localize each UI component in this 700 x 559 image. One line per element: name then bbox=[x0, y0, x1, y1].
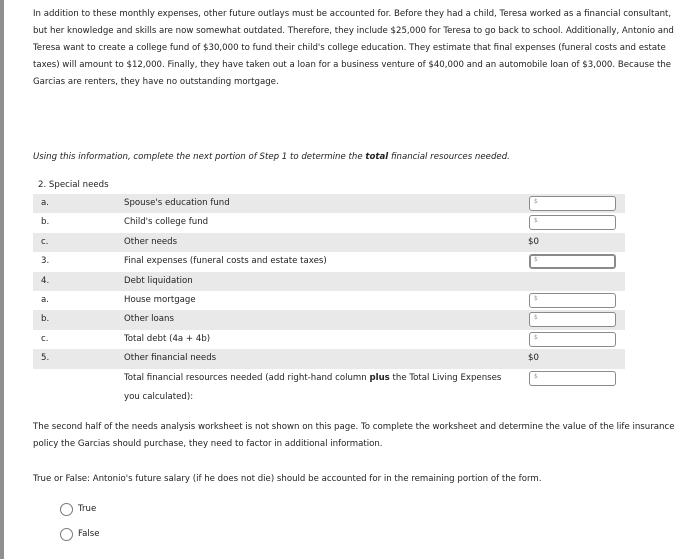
worksheet-row-child-college bbox=[33, 213, 625, 232]
total-label-line2: you calculated): bbox=[124, 391, 194, 402]
row-label: Other needs bbox=[124, 236, 178, 247]
row-label: Other loans bbox=[124, 314, 174, 325]
worksheet-row-total-resources bbox=[33, 369, 625, 409]
total-label-bold: plus bbox=[369, 372, 390, 383]
currency-symbol: $ bbox=[534, 295, 538, 302]
final-expenses-input[interactable] bbox=[529, 254, 616, 269]
worksheet-row-other-needs bbox=[33, 233, 625, 252]
instruction-pre: Using this information, complete the next portion of Step 1 to determine the bbox=[33, 152, 366, 162]
worksheet-row-other-financial-needs bbox=[33, 349, 625, 368]
worksheet-row-total-debt bbox=[33, 330, 625, 349]
paragraph-line: The second half of the needs analysis worksheet is not shown on this page. To complete the worksheet and determine the value of the life insurance bbox=[33, 422, 675, 432]
intro-paragraph bbox=[33, 6, 673, 91]
child-college-input[interactable] bbox=[529, 215, 616, 230]
row-letter: a. bbox=[41, 198, 49, 208]
currency-symbol: $ bbox=[534, 333, 538, 341]
worksheet-row-spouse-education bbox=[33, 194, 625, 213]
row-label: Total debt (4a + 4b) bbox=[124, 333, 211, 344]
radio-false[interactable] bbox=[60, 528, 73, 541]
radio-true[interactable] bbox=[60, 503, 73, 516]
left-edge-bar bbox=[0, 0, 4, 559]
currency-symbol: $ bbox=[534, 198, 538, 205]
row-label: Child's college fund bbox=[124, 217, 209, 228]
worksheet-row-debt-liquidation bbox=[33, 272, 625, 291]
worksheet-row-house-mortgage bbox=[33, 291, 625, 310]
currency-symbol: $ bbox=[534, 372, 538, 380]
row-label: Final expenses (funeral costs and estate taxes) bbox=[124, 256, 327, 267]
row-letter: b. bbox=[41, 314, 50, 325]
total-debt-input[interactable] bbox=[529, 332, 616, 347]
currency-symbol: $ bbox=[534, 314, 538, 322]
currency-symbol: $ bbox=[534, 256, 538, 264]
option-false-label[interactable]: False bbox=[78, 529, 100, 539]
option-true-label[interactable]: True bbox=[78, 504, 97, 514]
intro-line: Garcias are renters, they have no outstanding mortgage. bbox=[33, 77, 279, 87]
row-letter: 4. bbox=[41, 275, 50, 286]
worksheet-row-final-expenses bbox=[33, 252, 625, 271]
instruction-post: financial resources needed. bbox=[388, 152, 510, 162]
row-label: Spouse's education fund bbox=[124, 198, 230, 208]
section-title: 2. Special needs bbox=[38, 180, 109, 190]
row-letter: c. bbox=[41, 333, 49, 344]
true-false-question: True or False: Antonio's future salary (if he does not die) should be accounted for in the remaining portion of the form. bbox=[33, 474, 542, 484]
spouse-education-input[interactable] bbox=[529, 196, 616, 211]
total-row-label bbox=[124, 369, 501, 407]
worksheet-row-other-loans bbox=[33, 310, 625, 329]
other-loans-input[interactable] bbox=[529, 312, 616, 327]
second-paragraph bbox=[33, 419, 673, 453]
total-label-post: the Total Living Expenses bbox=[389, 372, 502, 383]
row-label: House mortgage bbox=[124, 295, 196, 305]
instruction-bold: total bbox=[365, 152, 389, 162]
row-letter: 5. bbox=[41, 353, 50, 364]
row-label: Debt liquidation bbox=[124, 275, 193, 286]
other-financial-needs-value: $0 bbox=[528, 353, 539, 364]
paragraph-line: policy the Garcias should purchase, they need to factor in additional information. bbox=[33, 439, 383, 449]
total-resources-input[interactable] bbox=[529, 371, 616, 386]
total-label-pre: Total financial resources needed (add right-hand column bbox=[124, 372, 370, 383]
intro-line: In addition to these monthly expenses, other future outlays must be accounted for. Before they had a child, Teresa worked as a financial consultant, bbox=[33, 9, 672, 19]
row-letter: 3. bbox=[41, 256, 50, 267]
row-letter: c. bbox=[41, 236, 49, 247]
intro-line: but her knowledge and skills are now somewhat outdated. Therefore, they include $25,000 for Teresa to go back to school. Additionally, Antonio and bbox=[33, 26, 674, 36]
row-letter: a. bbox=[41, 295, 49, 305]
currency-symbol: $ bbox=[534, 217, 538, 225]
row-letter: b. bbox=[41, 217, 50, 228]
intro-line: taxes) will amount to $12,000. Finally, they have taken out a loan for a business venture of $40,000 and an automobile loan of $3,000. Because the bbox=[33, 60, 672, 70]
intro-line: Teresa want to create a college fund of $30,000 to fund their child's college education. They estimate that final expenses (funeral costs and estate bbox=[33, 43, 666, 53]
row-label: Other financial needs bbox=[124, 353, 217, 364]
step-instruction bbox=[33, 152, 510, 162]
other-needs-value: $0 bbox=[528, 236, 539, 247]
house-mortgage-input[interactable] bbox=[529, 293, 616, 308]
